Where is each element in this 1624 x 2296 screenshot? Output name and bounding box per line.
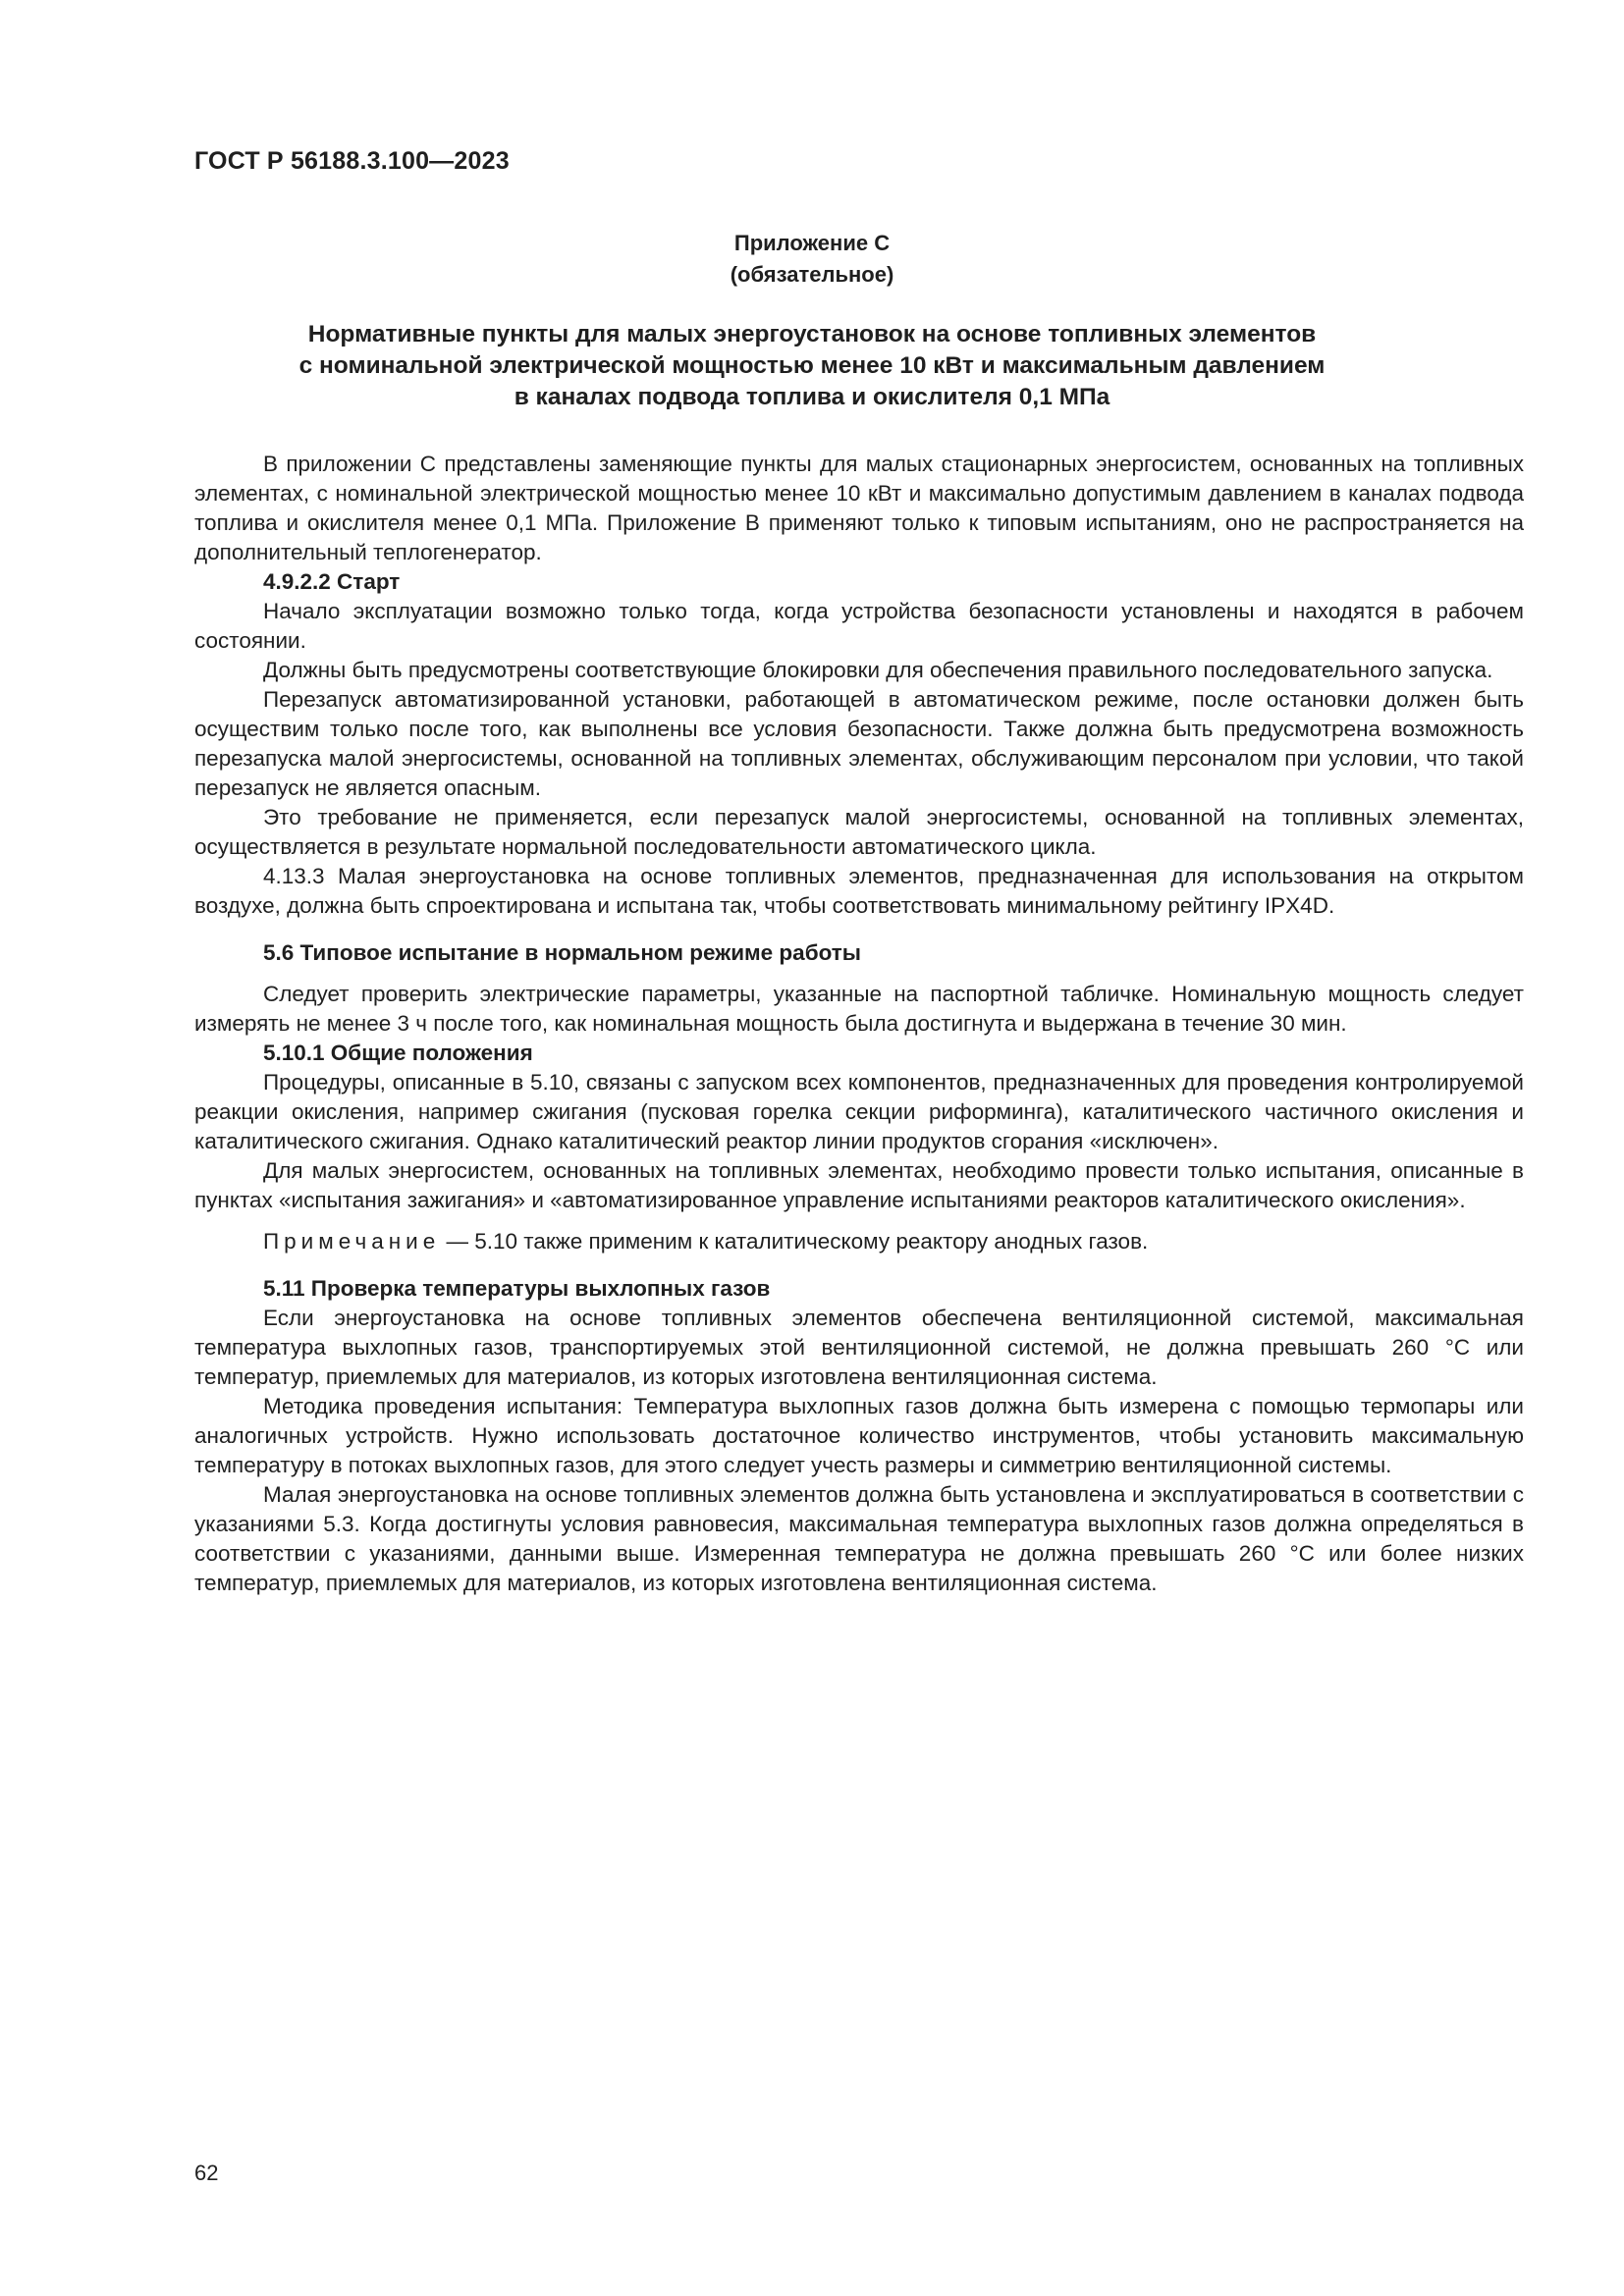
body-text <box>194 450 1524 1598</box>
appendix-status: (обязательное) <box>730 262 894 287</box>
appendix-title-line: с номинальной электрической мощностью менее 10 кВт и максимальным давлением <box>298 352 1326 379</box>
paragraph: Если энергоустановка на основе топливных элементов обеспечена вентиляционной системой, максимальная температура выхлопных газов, транспортируемых этой вентиляционной системой, не должна превышать 260 °С или температур, приемлемых для материалов, из которых изготовлена вентиляционная система. <box>194 1306 1524 1389</box>
page-number: 62 <box>194 2161 219 2185</box>
appendix-title-line: Нормативные пункты для малых энергоустановок на основе топливных элементов <box>307 321 1317 347</box>
section-heading-4922: 4.9.2.2 Старт <box>263 569 401 594</box>
appendix-title-line: в каналах подвода топлива и окислителя 0,1 МПа <box>514 384 1110 410</box>
note <box>194 1227 1524 1256</box>
document-number: ГОСТ Р 56188.3.100—2023 <box>194 147 510 175</box>
paragraph: Методика проведения испытания: Температура выхлопных газов должна быть измерена с помощью термопары или аналогичных устройств. Нужно использовать достаточное количество инструментов, чтобы установить максимальную температуру в потоках выхлопных газов, для этого следует учесть размеры и симметрию вентиляционной системы. <box>194 1394 1524 1477</box>
appendix-label: Приложение С <box>733 231 891 255</box>
paragraph: Начало эксплуатации возможно только тогда, когда устройства безопасности установлены и находятся в рабочем состоянии. <box>194 599 1524 653</box>
note-label: Примечание <box>263 1229 441 1254</box>
paragraph: Должны быть предусмотрены соответствующие блокировки для обеспечения правильного последовательного запуска. <box>263 658 1493 682</box>
appendix-heading <box>0 228 1624 291</box>
section-heading-511: 5.11 Проверка температуры выхлопных газов <box>263 1276 771 1301</box>
section-heading-5101: 5.10.1 Общие положения <box>263 1041 533 1065</box>
paragraph: Для малых энергосистем, основанных на топливных элементах, необходимо провести только испытания, описанные в пунктах «испытания зажигания» и «автоматизированное управление испытаниями реакторов каталитического окисления». <box>194 1158 1524 1212</box>
paragraph: Перезапуск автоматизированной установки, работающей в автоматическом режиме, после остановки должен быть осуществим только после того, как выполнены все условия безопасности. Также должна быть предусмотрена возможность перезапуска малой энергосистемы, основанной на топливных элементах, обслуживающим персоналом при условии, что такой перезапуск не является опасным. <box>194 687 1524 800</box>
intro-paragraph: В приложении С представлены заменяющие пункты для малых стационарных энергосистем, основанных на топливных элементах, с номинальной электрической мощностью менее 10 кВт и максимально допустимым давлением в каналах подвода топлива и окислителя менее 0,1 МПа. Приложение В применяют только к типовым испытаниям, оно не распространяется на дополнительный теплогенератор. <box>194 452 1524 564</box>
section-heading-56: 5.6 Типовое испытание в нормальном режиме работы <box>263 940 862 965</box>
paragraph: Малая энергоустановка на основе топливных элементов должна быть установлена и эксплуатироваться в соответствии с указаниями 5.3. Когда достигнуты условия равновесия, максимальная температура выхлопных газов должна определяться в соответствии с указаниями, данными выше. Измеренная температура не должна превышать 260 °С или более низких температур, приемлемых для материалов, из которых изготовлена вентиляционная система. <box>194 1482 1524 1595</box>
appendix-title <box>0 319 1624 413</box>
paragraph: Следует проверить электрические параметры, указанные на паспортной табличке. Номинальную мощность следует измерять не менее 3 ч после того, как номинальная мощность была достигнута и выдержана в течение 30 мин. <box>194 982 1524 1036</box>
paragraph-4133: 4.13.3 Малая энергоустановка на основе топливных элементов, предназначенная для использования на открытом воздухе, должна быть спроектирована и испытана так, чтобы соответствовать минимальному рейтингу IPX4D. <box>194 864 1524 918</box>
paragraph: Процедуры, описанные в 5.10, связаны с запуском всех компонентов, предназначенных для проведения контролируемой реакции окисления, например сжигания (пусковая горелка секции риформинга), каталитического частичного окисления и каталитического сжигания. Однако каталитический реактор линии продуктов сгорания «исключен». <box>194 1070 1524 1153</box>
note-text: — 5.10 также применим к каталитическому реактору анодных газов. <box>440 1229 1149 1254</box>
paragraph: Это требование не применяется, если перезапуск малой энергосистемы, основанной на топливных элементах, осуществляется в результате нормальной последовательности автоматического цикла. <box>194 805 1524 859</box>
